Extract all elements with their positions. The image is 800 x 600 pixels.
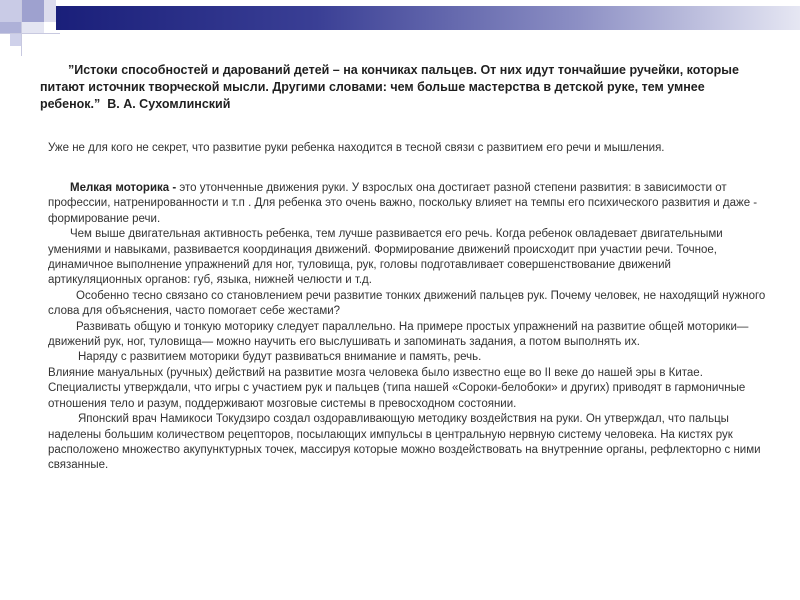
paragraph-text: это утонченные движения руки. У взрослых она достигает разной степени развития: в зависимости от профессии, натренированности и т.п . Для ребенка это очень важно, поскольку влияет на темпы его психического развития и даже - формирование речи.	[48, 182, 758, 225]
corner-square-decoration	[22, 0, 44, 22]
paragraph-japanese-doctor: Японский врач Намикоси Токудзиро создал оздоравливающую методику воздействия на руки. Он утверждал, что пальцы наделены большим количеством рецепторов, посылающих импульсы в центральную нервную систему человека. На кистях рук расположено множество акупунктурных точек, массируя которые можно воздействовать на внутренние органы, рефлекторно с ними связанные.	[48, 413, 761, 472]
paragraph-parallel-development: Развивать общую и тонкую моторику следует параллельно. На примере простых упражнений на развитие общей моторики— движений рук, ног, туловища— можно научить его выслушивать и запоминать задания, а потом выполнять их.	[48, 320, 749, 349]
term-fine-motor: Мелкая моторика -	[70, 182, 177, 194]
paragraph-finger-movements: Особенно тесно связано со становлением речи развитие тонких движений пальцев рук. Почему человек, не находящий нужного слова для объяснения, часто помогает себе жестами?	[48, 289, 766, 318]
corner-line-decoration	[0, 33, 60, 34]
title-bar-gradient	[56, 6, 800, 30]
paragraph-fine-motor	[48, 181, 768, 227]
corner-square-decoration	[44, 0, 56, 22]
lead-sentence: Уже не для кого не секрет, что развитие руки ребенка находится в тесной связи с развитием его речи и мышления.	[48, 142, 665, 154]
quote-text: ”Истоки способностей и дарований детей – на кончиках пальцев. От них идут тончайшие ручейки, которые питают источник творческой мысли. Другими словами: чем больше мастерства в детской руке, тем умнее ребенок.”	[40, 63, 739, 111]
quote-author: В. А. Сухомлинский	[107, 97, 231, 111]
paragraph-motor-activity: Чем выше двигательная активность ребенка, тем лучше развивается его речь. Когда ребенок овладевает двигательными умениями и навыками, развивается координация движений. Формирование движений происходит при участии речи. Точное, динамичное выполнение упражнений для ног, туловища, рук, головы подготавливает совершенствование движений артикуляционных органов: губ, языка, нижней челюсти и т.д.	[48, 228, 723, 287]
paragraph-manual-actions: Влияние мануальных (ручных) действий на развитие мозга человека было известно еще во II веке до нашей эры в Китае. Специалисты утверждали, что игры с участием рук и пальцев (типа нашей «Сороки-белобоки» и других) приводят в гармоничные отношения тело и разум, поддерживают мозговые системы в превосходном состоянии.	[48, 366, 746, 410]
corner-square-decoration	[0, 0, 22, 22]
corner-line-decoration	[21, 0, 22, 56]
paragraph-attention-memory: Наряду с развитием моторики будут развиваться внимание и память, речь.	[78, 351, 482, 364]
body-text	[48, 181, 768, 474]
epigraph-quote	[40, 62, 760, 113]
